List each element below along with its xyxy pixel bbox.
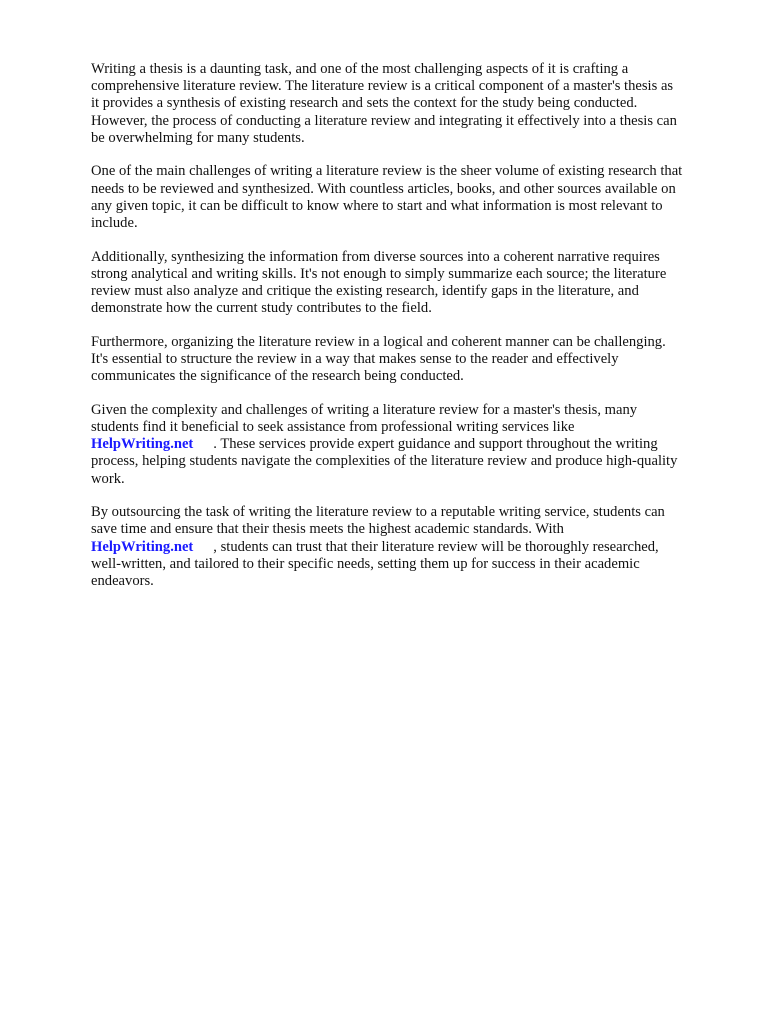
paragraph-conclusion-text-before: By outsourcing the task of writing the literature review to a reputable writing service, students can save time and ensure that their thesis meets the highest academic standards. With bbox=[91, 504, 665, 538]
paragraph-organization: Furthermore, organizing the literature review in a logical and coherent manner can be challenging. It's essential to structure the review in a way that makes sense to the reader and effectively communicates the significance of the research being conducted. bbox=[91, 333, 666, 385]
paragraph-synthesis-skills: Additionally, synthesizing the information from diverse sources into a coherent narrative requires strong analytical and writing skills. It's not enough to simply summarize each source; the literature review must also analyze and critique the existing research, identify gaps in the literature, and demonstrate how the current study contributes to the field. bbox=[91, 248, 667, 317]
paragraph-intro: Writing a thesis is a daunting task, and one of the most challenging aspects of it is crafting a comprehensive literature review. The literature review is a critical component of a master's thesis as it provides a synthesis of existing research and sets the context for the study being conducted. However, the process of conducting a literature review and integrating it effectively into a thesis can be overwhelming for many students. bbox=[91, 61, 677, 146]
paragraph-conclusion-text-after: , students can trust that their literature review will be thoroughly researched, well-written, and tailored to their specific needs, setting them up for success in their academic endeavors. bbox=[91, 538, 659, 590]
document-body bbox=[91, 61, 723, 607]
helpwriting-link[interactable]: HelpWriting.net bbox=[91, 436, 194, 453]
paragraph-recommendation bbox=[91, 402, 723, 488]
paragraph-recommendation-text-after: . These services provide expert guidance and support throughout the writing process, helping students navigate the complexities of the literature review and produce high-quality work. bbox=[91, 436, 678, 487]
paragraph-challenges-volume: One of the main challenges of writing a literature review is the sheer volume of existing research that needs to be reviewed and synthesized. With countless articles, books, and other sources available on any given topic, it can be difficult to know where to start and what information is most relevant to include. bbox=[91, 163, 683, 232]
paragraph-conclusion bbox=[91, 504, 723, 590]
paragraph-recommendation-text-before: Given the complexity and challenges of writing a literature review for a master's thesis, many students find it beneficial to seek assistance from professional writing services like bbox=[91, 401, 638, 436]
helpwriting-link[interactable]: HelpWriting.net bbox=[91, 538, 194, 555]
